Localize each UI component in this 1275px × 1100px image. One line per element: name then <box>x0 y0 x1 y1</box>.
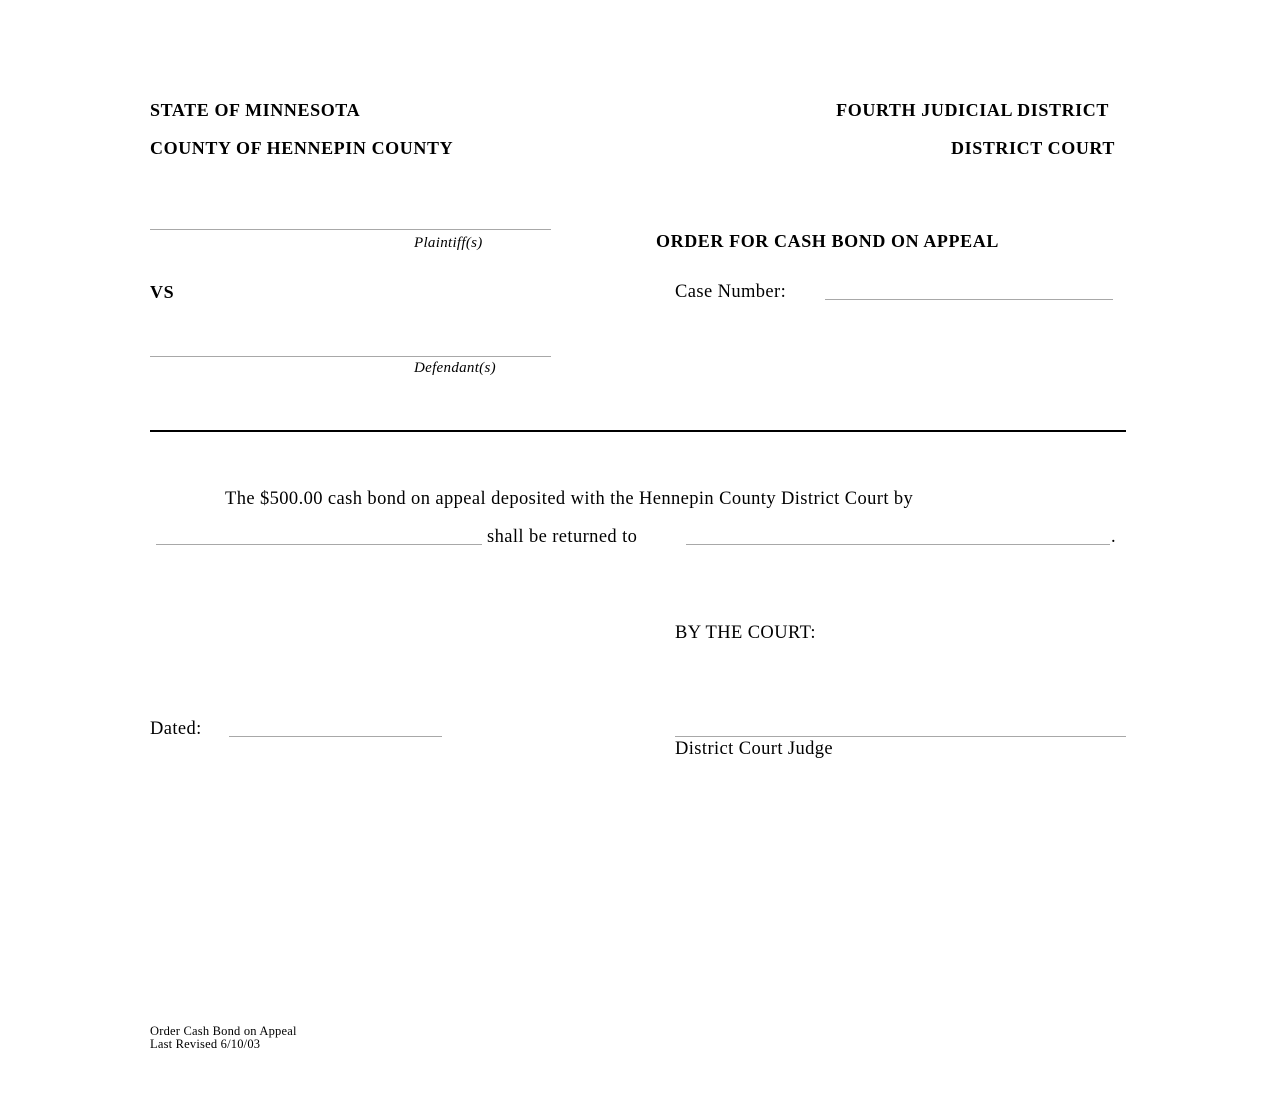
district-heading: FOURTH JUDICIAL DISTRICT <box>836 100 1109 120</box>
footer-form-name: Order Cash Bond on Appeal <box>150 1024 297 1038</box>
defendant-blank[interactable] <box>150 356 551 357</box>
order-text-middle: shall be returned to <box>487 527 638 547</box>
judge-label: District Court Judge <box>675 739 834 759</box>
caption-divider <box>150 430 1126 432</box>
depositor-blank[interactable] <box>156 544 482 545</box>
defendant-label: Defendant(s) <box>414 360 496 376</box>
case-number-label: Case Number: <box>675 282 787 302</box>
document-title: ORDER FOR CASH BOND ON APPEAL <box>656 231 999 251</box>
court-heading: DISTRICT COURT <box>951 138 1115 158</box>
plaintiff-label: Plaintiff(s) <box>414 235 483 251</box>
dated-blank[interactable] <box>229 736 442 737</box>
recipient-blank[interactable] <box>686 544 1110 545</box>
dated-label: Dated: <box>150 719 202 739</box>
county-heading: COUNTY OF HENNEPIN COUNTY <box>150 138 454 158</box>
order-text-line1: The $500.00 cash bond on appeal deposited with the Hennepin County District Court by <box>225 489 914 509</box>
plaintiff-blank[interactable] <box>150 229 551 230</box>
vs-label: VS <box>150 282 175 302</box>
footer-revised: Last Revised 6/10/03 <box>150 1037 261 1051</box>
case-number-blank[interactable] <box>825 299 1113 300</box>
state-heading: STATE OF MINNESOTA <box>150 100 361 120</box>
judge-signature-blank[interactable] <box>675 736 1126 737</box>
order-end-period: . <box>1111 527 1117 547</box>
by-the-court-label: BY THE COURT: <box>675 623 816 643</box>
